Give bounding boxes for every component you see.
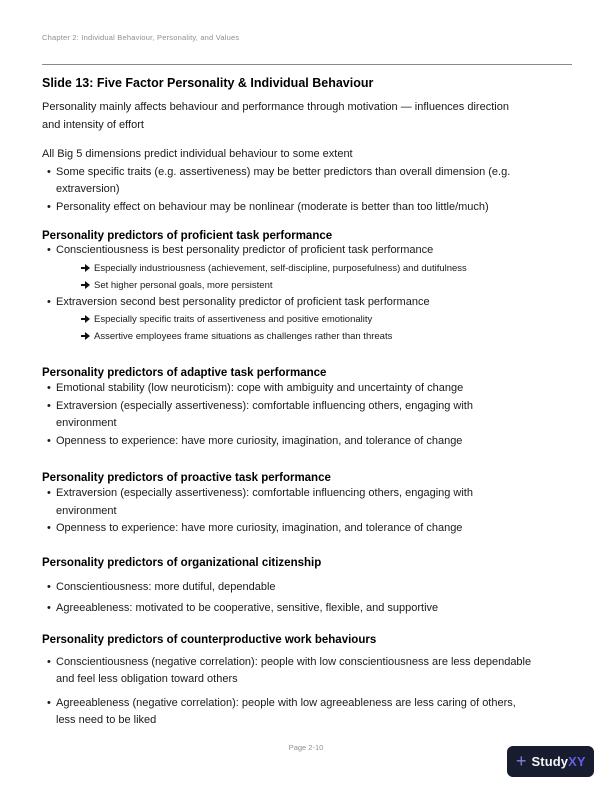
arrow-bullet-icon [81, 328, 92, 345]
sub-bullet-item [81, 260, 572, 277]
plus-icon: + [516, 750, 527, 771]
bullet-text: Openness to experience: have more curiosity, imagination, and tolerance of change [56, 434, 463, 447]
bullet-text: Personality effect on behaviour may be nonlinear (moderate is better than too little/much) [56, 200, 489, 213]
bullet-item [42, 485, 572, 520]
bullet-text: Emotional stability (low neuroticism): cope with ambiguity and uncertainty of change [56, 382, 464, 394]
bullet-dot-icon: • [47, 399, 51, 412]
bullet-item [42, 695, 572, 730]
bullet-text: Agreeableness (negative correlation): people with low agreeableness are less caring of others, less need to be liked [56, 696, 516, 726]
sub-bullet-text: Set higher personal goals, more persistent [94, 279, 273, 291]
bullet-item [42, 579, 572, 597]
section-organizational-citizenship [42, 557, 572, 618]
bullet-dot-icon: • [47, 655, 51, 668]
bullet-dot-icon: • [47, 165, 51, 178]
bullet-text: Extraversion second best personality predictor of proficient task performance [56, 295, 430, 308]
bullet-text: Openness to experience: have more curiosity, imagination, and tolerance of change [56, 522, 463, 534]
sub-bullet-text: Especially industriousness (achievement, self-discipline, purposefulness) and dutifulness [94, 262, 467, 274]
section-proficient-task-performance [42, 230, 572, 345]
bullet-item [42, 199, 572, 217]
bullet-text: Conscientiousness (negative correlation): people with low conscientiousness are less dependable and feel less obligation toward others [56, 655, 532, 685]
bullet-dot-icon: • [47, 580, 51, 593]
bullet-list [42, 579, 572, 618]
section-heading: Personality predictors of counterproductive work behaviours [42, 633, 377, 646]
bullet-text: Some specific traits (e.g. assertiveness) may be better predictors than overall dimension (e.g. extraversion) [56, 165, 511, 195]
arrow-bullet-icon [81, 311, 92, 328]
page-number: Page 2-10 [288, 743, 324, 752]
slide-title: Slide 13: Five Factor Personality & Individual Behaviour [42, 76, 374, 90]
bullet-item [42, 294, 572, 312]
bullet-dot-icon: • [47, 295, 51, 308]
bullet-item [42, 242, 572, 260]
bullet-item [42, 600, 572, 618]
intro-bullet-list [42, 164, 572, 217]
bullet-item [42, 398, 572, 433]
section-proactive-task-performance [42, 472, 572, 538]
bullet-dot-icon: • [47, 200, 51, 213]
sub-bullet-item [81, 328, 572, 345]
bullet-dot-icon: • [47, 522, 51, 534]
bullet-text: Extraversion (especially assertiveness): comfortable influencing others, engaging with environment [56, 487, 473, 517]
bullet-text: Extraversion (especially assertiveness): comfortable influencing others, engaging with environment [56, 399, 473, 429]
bullet-list [42, 654, 572, 730]
bullet-item [42, 380, 572, 398]
bullet-item [42, 654, 572, 689]
bullet-item [42, 520, 572, 538]
section-heading: Personality predictors of proactive task performance [42, 472, 331, 484]
intro-paragraph: Personality mainly affects behaviour and performance through motivation — influences direction and intensity of effort [42, 101, 509, 131]
bullet-dot-icon: • [47, 602, 51, 614]
bullet-item [42, 164, 572, 199]
header-divider [42, 64, 572, 65]
bullet-dot-icon: • [47, 696, 51, 709]
bullet-text: Conscientiousness is best personality predictor of proficient task performance [56, 244, 434, 256]
section-heading: Personality predictors of proficient task performance [42, 230, 333, 242]
arrow-bullet-icon [81, 277, 92, 294]
section-heading: Personality predictors of organizational citizenship [42, 556, 322, 569]
brand-name-xy: XY [568, 754, 586, 769]
bullet-dot-icon: • [47, 244, 51, 256]
arrow-bullet-icon [81, 260, 92, 277]
section-heading: Personality predictors of adaptive task performance [42, 367, 327, 379]
chapter-header: Chapter 2: Individual Behaviour, Personality, and Values [42, 33, 240, 42]
intro-lead: All Big 5 dimensions predict individual behaviour to some extent [42, 148, 353, 160]
bullet-text: Agreeableness: motivated to be cooperative, sensitive, flexible, and supportive [56, 602, 439, 614]
sub-bullet-item [81, 277, 572, 294]
section-counterproductive-behaviours [42, 634, 572, 730]
section-adaptive-task-performance [42, 367, 572, 450]
bullet-item [42, 433, 572, 451]
bullet-dot-icon: • [47, 487, 51, 499]
brand-badge [507, 746, 594, 777]
bullet-text: Conscientiousness: more dutiful, dependable [56, 580, 276, 593]
brand-name-study: Study [531, 754, 569, 769]
bullet-dot-icon: • [47, 382, 51, 394]
bullet-dot-icon: • [47, 434, 51, 447]
sub-bullet-item [81, 311, 572, 328]
sub-bullet-text: Assertive employees frame situations as challenges rather than threats [94, 331, 393, 342]
sub-bullet-text: Especially specific traits of assertiveness and positive emotionality [94, 314, 373, 325]
